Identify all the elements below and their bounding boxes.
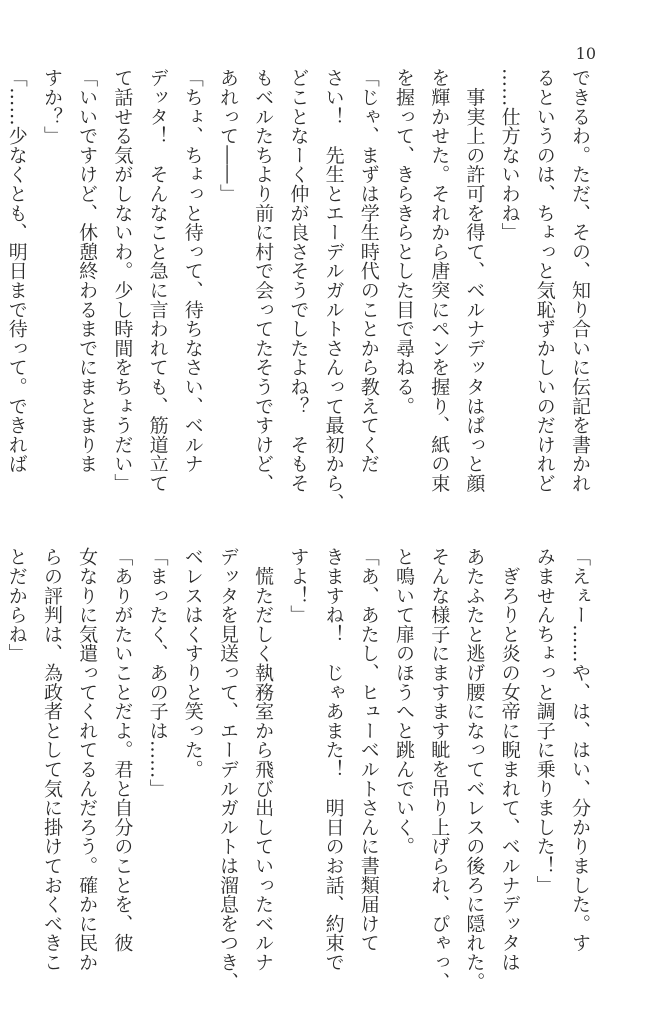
text-column: て話せる気がしないわ。少し時間をちょうだい」 bbox=[111, 68, 134, 493]
text-column: を輝かせた。それから唐突にペンを握り、紙の束 bbox=[428, 68, 451, 493]
text-column: 「……少なくとも、明日まで待って。できれば bbox=[5, 68, 28, 474]
text-column: すよ！」 bbox=[287, 547, 310, 625]
text-column: 「いいですけど、休憩終わるまでにまとまりま bbox=[76, 68, 99, 474]
text-column: 「えぇー……や、は、はい、分かりました。す bbox=[569, 547, 591, 953]
text-column: ……仕方ないわね」 bbox=[498, 68, 521, 242]
text-column: らの評判は、為政者として気に掛けておくべきこ bbox=[40, 547, 63, 972]
text-column: 「ありがたいことだよ。君と自分のことを、彼 bbox=[111, 547, 134, 953]
text-column: とだからね」 bbox=[5, 547, 28, 663]
text-column: みませんちょっと調子に乗りました！」 bbox=[533, 547, 556, 895]
text-column: そんな様子にますます眦を吊り上げられ、ぴゃっ、 bbox=[428, 547, 451, 991]
text-column: もベルたちより前に村で会ってたそうですけど、 bbox=[252, 68, 275, 493]
text-column: ぎろりと炎の女帝に睨まれて、ベルナデッタは bbox=[498, 547, 521, 972]
text-column: さい！ 先生とエーデルガルトさんって最初から、 bbox=[322, 68, 345, 512]
text-column: デッタを見送って、エーデルガルトは溜息をつき、 bbox=[216, 547, 239, 991]
text-column: あれって――」 bbox=[216, 68, 239, 204]
text-block-lower bbox=[0, 547, 597, 991]
text-column: すか？」 bbox=[40, 68, 63, 146]
text-column: るというのは、ちょっと気恥ずかしいのだけれど bbox=[533, 68, 556, 493]
page-number: 10 bbox=[575, 44, 596, 63]
text-column: 慌ただしく執務室から飛び出していったベルナ bbox=[252, 547, 275, 972]
text-column: 「あ、あたし、ヒューベルトさんに書類届けて bbox=[357, 547, 380, 953]
text-column: ベレスはくすりと笑った。 bbox=[181, 547, 204, 779]
text-column: あたふたと逃げ腰になってベレスの後ろに隠れた。 bbox=[463, 547, 486, 991]
text-column: できるわ。ただ、その、知り合いに伝記を書かれ bbox=[569, 68, 591, 493]
text-column: 「じゃ、まずは学生時代のことから教えてくだ bbox=[357, 68, 380, 474]
text-column: 女なりに気遣ってくれてるんだろう。確かに民か bbox=[76, 547, 99, 972]
text-column: デッタ！ そんなこと急に言われても、筋道立て bbox=[146, 68, 169, 493]
text-column: 「まったく、あの子は……」 bbox=[146, 547, 169, 798]
text-block-upper bbox=[0, 68, 597, 512]
text-column: を握って、きらきらとした目で尋ねる。 bbox=[392, 68, 415, 416]
text-column: きますね！ じゃあまた！ 明日のお話、約束で bbox=[322, 547, 345, 972]
text-column: どことなーく仲が良さそうでしたよね？ そもそ bbox=[287, 68, 310, 493]
text-column: 事実上の許可を得て、ベルナデッタはぱっと顔 bbox=[463, 68, 486, 493]
text-column: 「ちょ、ちょっと待って、待ちなさい、ベルナ bbox=[181, 68, 204, 474]
text-column: と鳴いて扉のほうへと跳んでいく。 bbox=[392, 547, 415, 856]
